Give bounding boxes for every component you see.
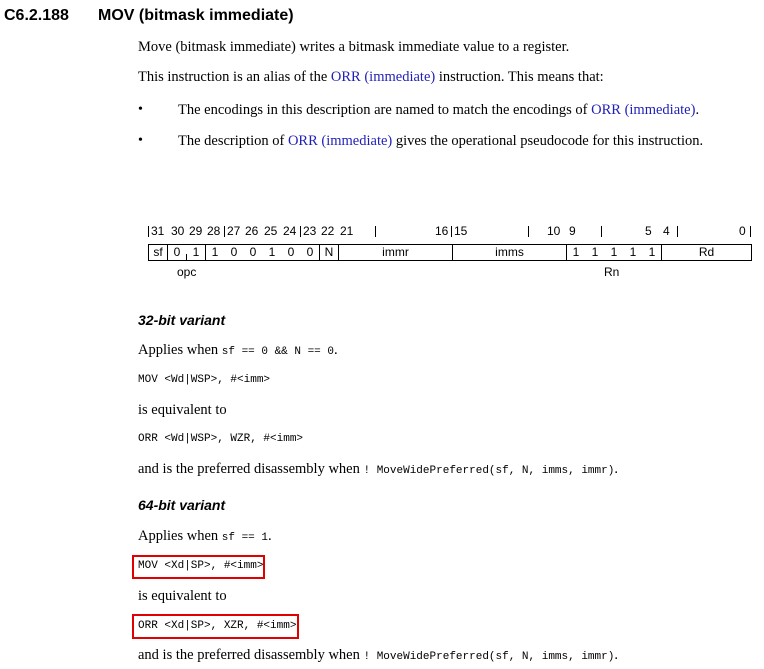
variant-64-orr-syntax: ORR <Xd|SP>, XZR, #<imm>: [138, 620, 297, 632]
bit-27: 27: [227, 224, 241, 238]
field-immr: immr: [382, 245, 409, 259]
orr-immediate-link[interactable]: ORR (immediate): [591, 102, 696, 118]
applies-post: .: [333, 342, 338, 358]
bit-boundary-tick: [148, 226, 149, 237]
rn-label: Rn: [604, 265, 620, 279]
bit-0: 0: [739, 224, 746, 238]
field-rn-bit: 1: [591, 245, 599, 259]
field-bit-23: 0: [306, 245, 314, 259]
preferred-pre: and is the preferred disassembly when: [138, 647, 364, 663]
applies-condition: sf == 1: [221, 532, 268, 544]
bit-29: 29: [189, 224, 203, 238]
bit-boundary-tick: [224, 226, 225, 237]
field-sf: sf: [153, 245, 163, 259]
variant-64-alias-syntax: MOV <Xd|SP>, #<imm>: [138, 560, 264, 572]
applies-post: .: [267, 528, 272, 544]
field-rn-bit: 1: [610, 245, 618, 259]
field-opc-bit0: 1: [192, 245, 200, 259]
bit-9: 9: [569, 224, 576, 238]
preferred-post: .: [614, 647, 618, 663]
bit-4: 4: [663, 224, 670, 238]
bullet-glyph-2: •: [138, 133, 143, 148]
section-title: MOV (bitmask immediate): [98, 7, 294, 24]
bit-boundary-tick: [601, 226, 602, 237]
section-number: C6.2.188: [4, 7, 69, 24]
bit-16: 16: [435, 224, 449, 238]
applies-pre: Applies when: [138, 342, 222, 358]
intro-alias-post: instruction. This means that:: [435, 69, 604, 85]
bit-boundary-tick: [300, 226, 301, 237]
bit-28: 28: [207, 224, 221, 238]
field-rd: Rd: [698, 245, 715, 259]
bit-31: 31: [151, 224, 165, 238]
field-bit-26: 0: [249, 245, 257, 259]
bit-boundary-tick: [375, 226, 376, 237]
bullet-1-pre: The encodings in this description are named to match the encodings of: [178, 102, 592, 118]
intro-description: Move (bitmask immediate) writes a bitmask immediate value to a register.: [138, 39, 570, 55]
preferred-pre: and is the preferred disassembly when: [138, 461, 364, 477]
preferred-condition: ! MoveWidePreferred(sf, N, imms, immr): [363, 465, 615, 477]
bit-25: 25: [264, 224, 278, 238]
field-opc-bit1: 0: [173, 245, 181, 259]
field-bit-28: 1: [211, 245, 219, 259]
variant-32-orr-syntax: ORR <Wd|WSP>, WZR, #<imm>: [138, 433, 304, 445]
variant-64-preferred: [138, 647, 618, 664]
preferred-post: .: [614, 461, 618, 477]
bullet-2-post: gives the operational pseudocode for this instruction.: [392, 133, 704, 149]
bit-22: 22: [321, 224, 335, 238]
field-bit-25: 1: [268, 245, 276, 259]
bullet-item-2: [178, 133, 703, 150]
bit-26: 26: [245, 224, 259, 238]
applies-pre: Applies when: [138, 528, 222, 544]
field-imms: imms: [495, 245, 524, 259]
bit-15: 15: [454, 224, 468, 238]
preferred-condition: ! MoveWidePreferred(sf, N, imms, immr): [363, 651, 615, 663]
orr-immediate-link[interactable]: ORR (immediate): [330, 69, 436, 85]
variant-64-heading: 64-bit variant: [138, 497, 226, 513]
bit-24: 24: [283, 224, 297, 238]
field-n: N: [324, 245, 334, 259]
variant-32-alias-syntax: MOV <Wd|WSP>, #<imm>: [138, 374, 271, 386]
field-rn-bit: 1: [629, 245, 637, 259]
variant-64-applies: [138, 528, 272, 545]
intro-alias-pre: This instruction is an alias of the: [138, 69, 331, 85]
bit-21: 21: [340, 224, 354, 238]
variant-32-preferred: [138, 461, 618, 478]
variant-64-equivalent: is equivalent to: [138, 588, 227, 604]
bit-boundary-tick: [528, 226, 529, 237]
bullet-1-post: .: [695, 102, 700, 118]
bullet-glyph-1: •: [138, 102, 143, 117]
field-bit-27: 0: [230, 245, 238, 259]
bullet-item-1: [178, 102, 699, 119]
bit-boundary-tick: [451, 226, 452, 237]
applies-condition: sf == 0 && N == 0: [221, 346, 334, 358]
bit-30: 30: [171, 224, 185, 238]
field-rn-bit: 1: [648, 245, 656, 259]
opc-label: opc: [177, 265, 197, 279]
bullet-2-pre: The description of: [178, 133, 288, 149]
bit-10: 10: [547, 224, 561, 238]
bit-boundary-tick: [677, 226, 678, 237]
bit-5: 5: [645, 224, 652, 238]
encoding-table: [148, 244, 752, 261]
variant-32-heading: 32-bit variant: [138, 312, 226, 328]
bit-23: 23: [303, 224, 317, 238]
field-bit-24: 0: [287, 245, 295, 259]
variant-32-applies: [138, 342, 338, 359]
variant-32-equivalent: is equivalent to: [138, 402, 227, 418]
orr-immediate-link[interactable]: ORR (immediate): [287, 133, 393, 149]
field-rn-bit: 1: [572, 245, 580, 259]
intro-alias-line: [138, 69, 604, 86]
bit-boundary-tick: [750, 226, 751, 237]
